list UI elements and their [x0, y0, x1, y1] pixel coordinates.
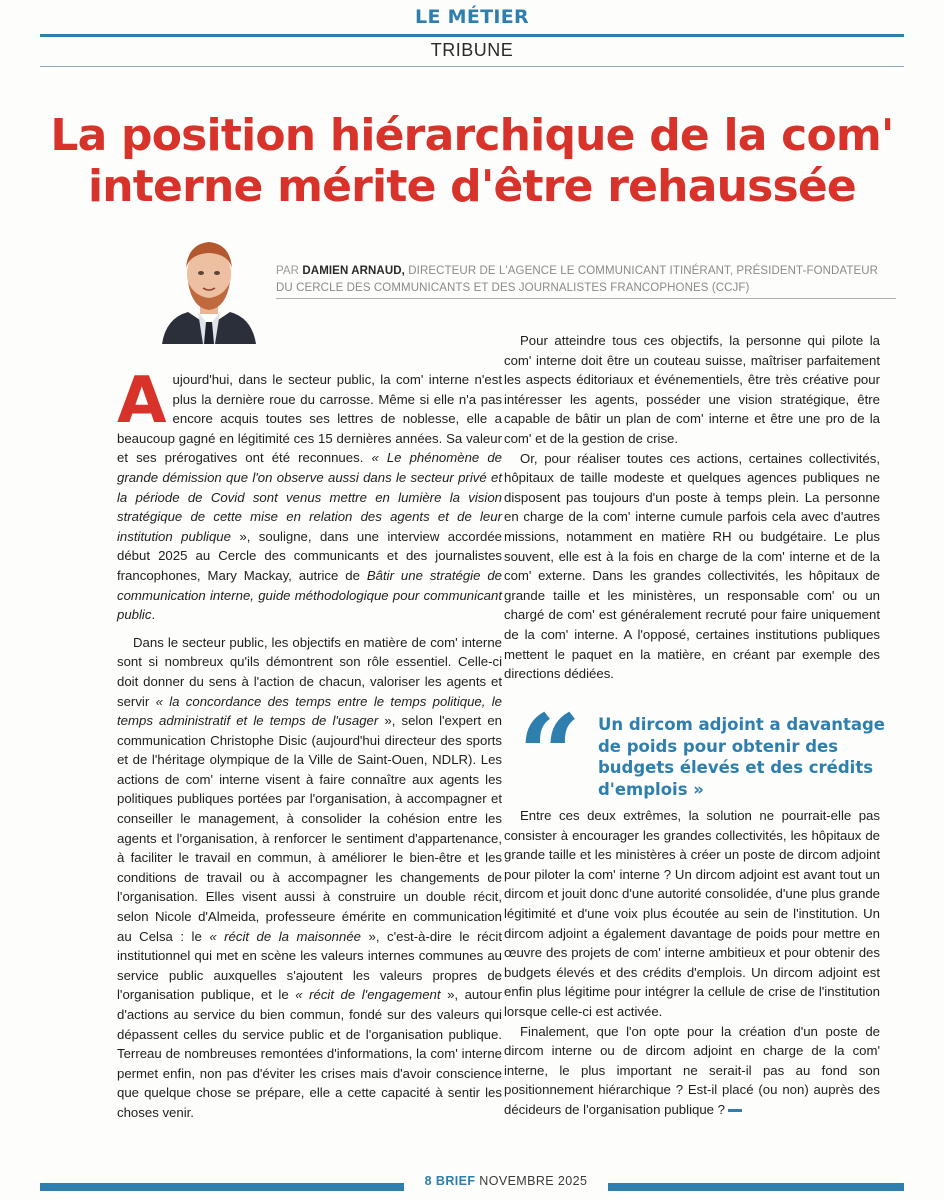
byline-rule	[276, 298, 896, 299]
article-headline: La position hiérarchique de la com' interne mérite d'être rehaussée	[50, 110, 894, 212]
byline	[276, 263, 896, 297]
issue-date: NOVEMBRE 2025	[479, 1174, 588, 1188]
quote-text: « Le phénomène de grande démission que l'on observe aussi dans le secteur privé et la période de Covid sont venus mettre en lumière la vision stratégique de cette mise en relation des agents et de leur institution publique	[117, 450, 502, 544]
byline-role: DIRECTEUR DE L'AGENCE LE COMMUNICANT ITINÉRANT, PRÉSIDENT-FONDATEUR DU CERCLE DES COMMUNICANTS ET DES JOURNALISTES FRANCOPHONES (CCJF)	[276, 265, 879, 294]
header-rule-thin	[40, 66, 904, 67]
paragraph: Pour atteindre tous ces objectifs, la personne qui pilote la com' interne doit être un couteau suisse, maîtriser parfaitement les aspects éditoriaux et événementiels, être très créative pour intéresser les agents, posséder une vision stratégique, être capable de bâtir un plan de com' interne et être une pro de la com' et de la gestion de crise.	[504, 333, 880, 446]
quote-text: « récit de l'engagement	[295, 987, 441, 1003]
text-run: », souligne, dans une interview accordée début 2025 au Cercle des communicants et des journalistes francophones, Mary Mackay, autrice de	[117, 528, 503, 583]
byline-author: DAMIEN ARNAUD,	[302, 265, 405, 277]
book-title: Bâtir une stratégie de communication interne, guide méthodologique pour communicant public	[117, 567, 503, 623]
footer-rule-left	[40, 1183, 404, 1191]
pull-quote: Un dircom adjoint a davantage de poids pour obtenir des budgets élevés et des crédits d'emplois »	[598, 715, 886, 799]
paragraph	[117, 633, 502, 1123]
paragraph	[117, 364, 503, 625]
right-column-bottom	[504, 806, 880, 1120]
text-run: », selon l'expert en communication Christophe Disic (aujourd'hui directeur des sports et de l'héritage olympique de la Ville de Saint-Ouen, NDLR). Les actions de com' interne visent à faire connaître aux agents les politiques publiques portées par l'organisation, à accompagner et conseiller le management, à consolider la cohésion entre les agents et l'organisation, à renforcer le sentiment d'appartenance, à faciliter le travail en commun, à améliorer le bien-être et les conditions de travail ou à accompagner les changements de l'organisation. Elles visent aussi à construire un double récit, selon Nicole d'Almeida, professeure émérite en communication au Celsa : le	[117, 713, 502, 944]
author-portrait	[158, 226, 260, 344]
text-run: », autour d'actions au service du bien commun, fondé sur des valeurs qui dépassent celles du service public et de l'organisation publique. Terreau de nombreuses remontées d'informations, la com' interne permet enfin, non pas d'éviter les crises mais d'avoir conscience que quelque chose se prépare, elle a cette capacité à sentir les choses venir.	[117, 987, 502, 1120]
paragraph	[504, 1022, 880, 1120]
text-run: », c'est-à-dire le récit institutionnel qui met en scène les valeurs internes communes au service public auxquelles s'ajoutent les valeurs propres de l'organisation publique, et le	[117, 928, 502, 1003]
magazine-brand: BRIEF	[435, 1174, 476, 1188]
subsection-label: TRIBUNE	[430, 40, 514, 60]
footer-rule-right	[608, 1183, 904, 1191]
left-column	[117, 364, 503, 1123]
paragraph: Entre ces deux extrêmes, la solution ne pourrait-elle pas consister à encourager les grandes collectivités, les hôpitaux de grande taille et les ministères à créer un poste de dircom adjoint pour piloter la com' interne ? Un dircom adjoint est avant tout un dircom et jouit donc d'une autorité consolidée, d'une plus grande légitimité et d'une voix plus écoutée au sein de l'institution. Un dircom adjoint a également davantage de poids pour mettre en œuvre des projets de com' interne ambitieux et pour obtenir des budgets élevés et des crédits d'emplois. Un dircom adjoint est enfin plus légitime pour intégrer la cellule de crise de l'institution lorsque celle-ci est activée.	[504, 808, 880, 1019]
text-run: ujourd'hui, dans le secteur public, la com' interne n'est plus la dernière roue du carrosse. Même si elle n'a pas encore acquis toutes ses lettres de noblesse, elle a beaucoup gagné en légitimité ces 15 dernières années. Sa valeur et ses prérogatives ont été reconnues.	[117, 372, 502, 466]
byline-prefix: PAR	[276, 265, 300, 277]
quote-mark-icon: “	[518, 690, 582, 819]
text-run: Finalement, que l'on opte pour la création d'un poste de dircom interne ou de dircom adjoint en charge de la com' interne, le plus important ne serait-il pas au fond son positionnement hiérarchique ? Est-il placé (ou non) auprès des décideurs de l'organisation publique ?	[504, 1023, 880, 1117]
paragraph: Or, pour réaliser toutes ces actions, certaines collectivités, hôpitaux de taille modeste et quelques agences publiques ne disposent pas toujours d'un poste à temps plein. La personne en charge de la com' interne cumule parfois cela avec d'autres missions, notamment en matière RH ou budgétaire. Le plus souvent, elle est à la fois en charge de la com' interne et de la com' externe. Dans les grandes collectivités, les hôpitaux de grande taille et les ministères, un responsable com' ou un chargé de com' est généralement recruté pour faire uniquement de la com' interne. A l'opposé, certaines institutions publiques mettent le paquet en la matière, en créant par exemple des directions dédiées.	[504, 450, 880, 682]
right-column-top	[504, 331, 880, 684]
page-number: 8	[424, 1174, 433, 1188]
quote-text: « la concordance des temps entre le temps politique, le temps administratif et le temps de l'usager	[117, 693, 503, 729]
quote-text: « récit de la maisonnée	[209, 928, 362, 944]
text-run: .	[151, 607, 156, 623]
header-rule	[40, 34, 904, 37]
section-label: LE MÉTIER	[415, 6, 529, 28]
drop-cap: A	[117, 364, 167, 438]
page-footer	[404, 1174, 608, 1188]
text-run: Dans le secteur public, les objectifs en matière de com' interne sont si nombreux qu'ils démontrent son rôle essentiel. Celle-ci doit donner du sens à l'action de chacun, valoriser les agents et servir	[117, 634, 502, 709]
end-mark-icon	[728, 1109, 742, 1112]
